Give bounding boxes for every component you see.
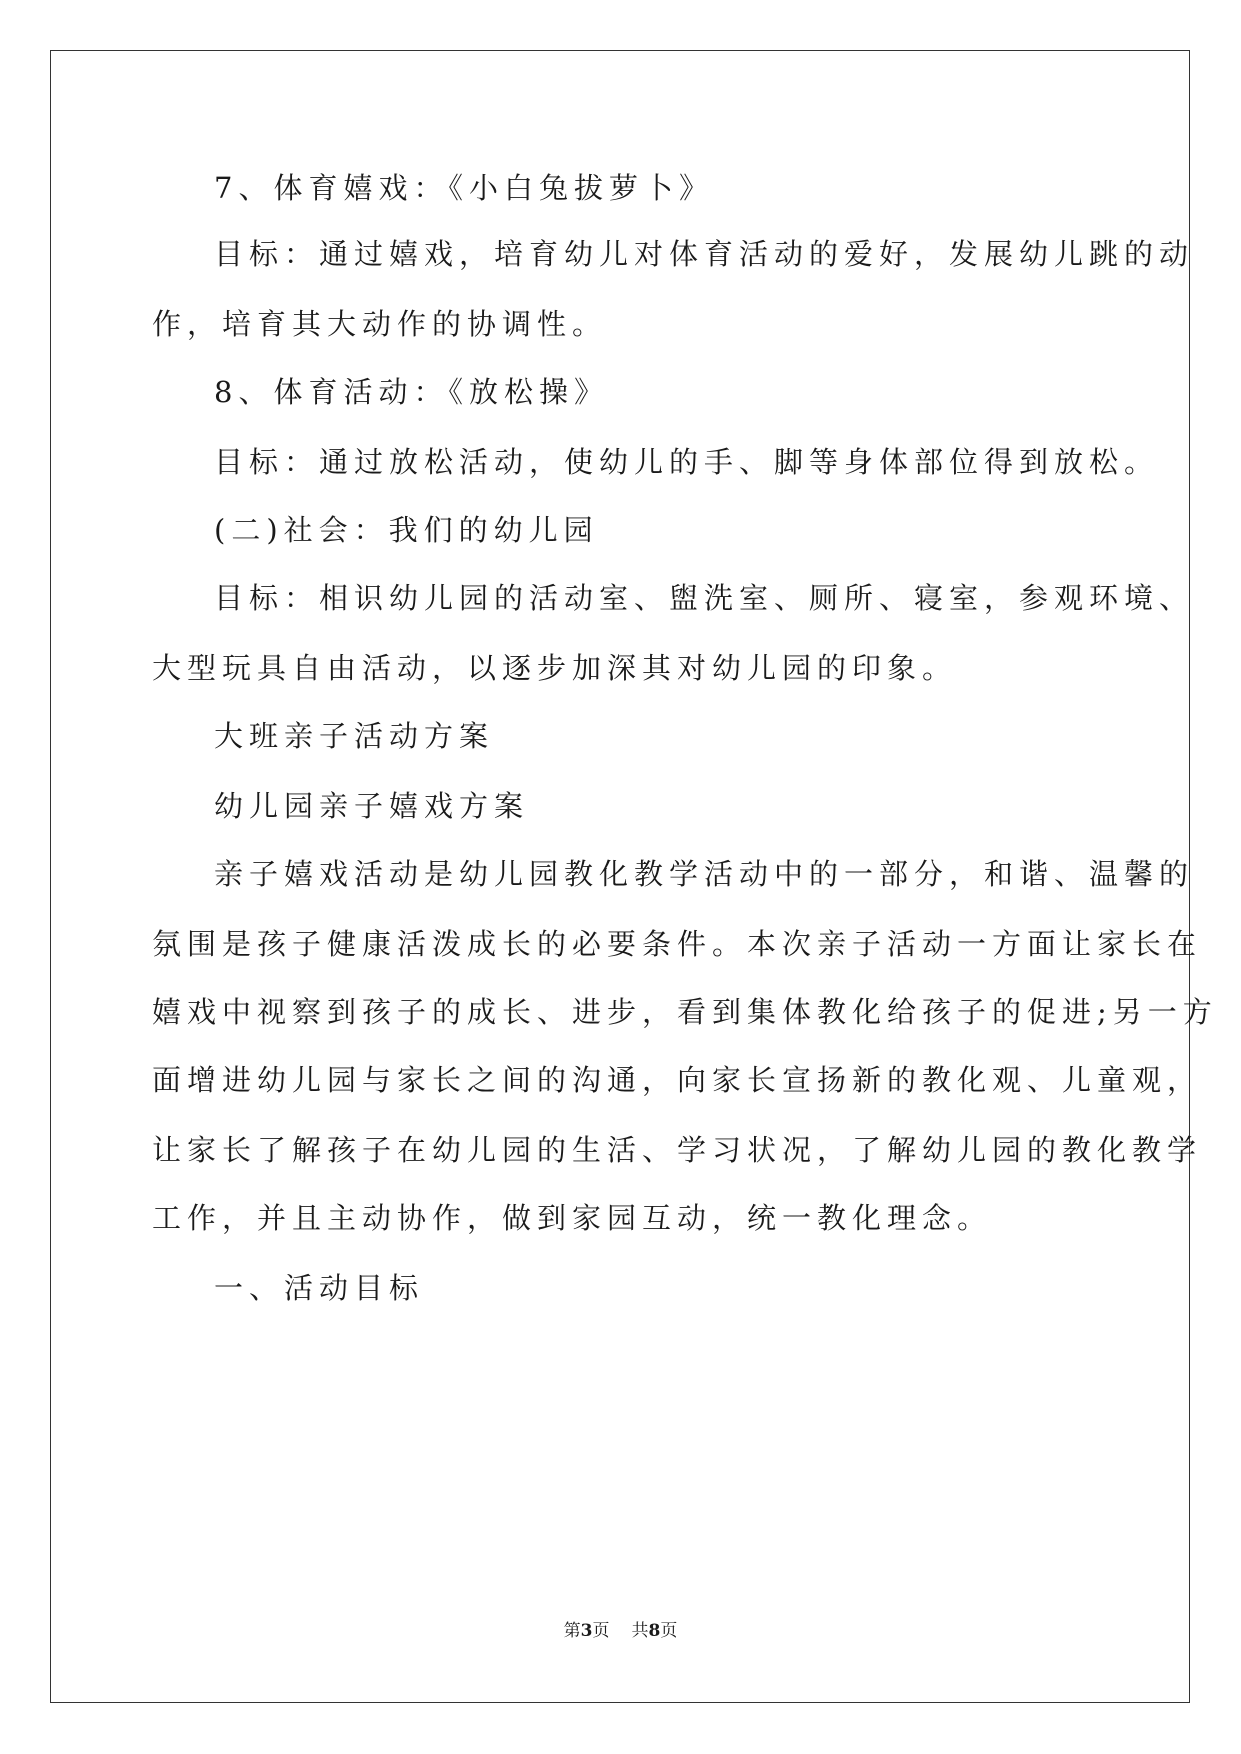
paragraph-line: 工作，并且主动协作，做到家园互动，统一教化理念。 [152,1201,993,1235]
document-subtitle: 幼儿园亲子嬉戏方案 [214,789,530,823]
paragraph-line: 面增进幼儿园与家长之间的沟通，向家长宣扬新的教化观、儿童观， [152,1063,1203,1097]
page-number-prefix: 第 [563,1621,581,1641]
paragraph-line: 目标：通过嬉戏，培育幼儿对体育活动的爱好，发展幼儿跳的动 [214,237,1195,271]
section-heading: (二)社会：我们的幼儿园 [214,513,599,547]
paragraph-line: 目标：相识幼儿园的活动室、盥洗室、厕所、寝室，参观环境、 [214,581,1195,615]
document-title: 大班亲子活动方案 [214,719,495,753]
paragraph-line: 亲子嬉戏活动是幼儿园教化教学活动中的一部分，和谐、温馨的 [214,857,1195,891]
page-number-suffix: 页 [592,1621,610,1641]
paragraph-line: 作，培育其大动作的协调性。 [152,307,608,341]
total-pages-suffix: 页 [660,1621,678,1641]
paragraph-line: 大型玩具自由活动，以逐步加深其对幼儿园的印象。 [152,651,958,685]
paragraph-line: 目标：通过放松活动，使幼儿的手、脚等身体部位得到放松。 [214,445,1160,479]
paragraph-line: 让家长了解孩子在幼儿园的生活、学习状况，了解幼儿园的教化教学 [152,1133,1203,1167]
page-footer [0,1616,1241,1641]
paragraph-line: 氛围是孩子健康活泼成长的必要条件。本次亲子活动一方面让家长在 [152,927,1203,961]
total-pages: 8 [648,1621,661,1641]
paragraph-line: 嬉戏中视察到孩子的成长、进步，看到集体教化给孩子的促进;另一方 [152,995,1218,1029]
heading-item-8: 8、体育活动：《放松操》 [214,375,609,409]
heading-item-7: 7、体育嬉戏：《小白兔拔萝卜》 [214,171,714,205]
total-pages-prefix: 共 [631,1621,649,1641]
page-number: 3 [580,1621,593,1641]
section-heading: 一、活动目标 [214,1271,425,1305]
